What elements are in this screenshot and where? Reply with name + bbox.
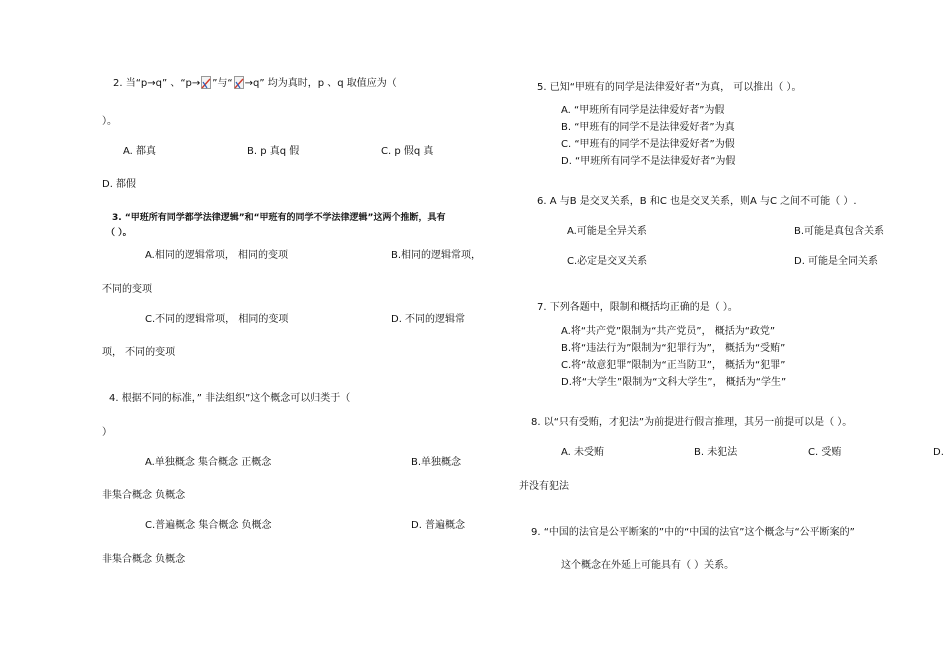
- q6-stem: 6. A 与B 是交叉关系，B 和C 也是交叉关系，则A 与C 之间不可能（ ）.: [537, 196, 857, 207]
- q6-option-a: A.可能是全异关系: [567, 226, 647, 237]
- q2-stem: [113, 76, 397, 90]
- q4-option-d-cont: 非集合概念 负概念: [102, 554, 186, 565]
- q3-option-c: C.不同的逻辑常项， 相同的变项: [145, 314, 289, 325]
- formula-image-icon: [234, 76, 244, 89]
- q4-option-b: B.单独概念: [411, 457, 462, 468]
- q3-stem-line2: （ ）。: [106, 228, 132, 238]
- q2-stem-part-c: →q” 均为真时，p 、q 取值应为（: [244, 78, 397, 89]
- q3-option-d: D. 不同的逻辑常: [391, 314, 466, 325]
- q2-option-b: B. p 真q 假: [247, 146, 300, 157]
- q3-option-b: B.相同的逻辑常项，: [391, 250, 482, 261]
- q3-option-b-cont: 不同的变项: [102, 284, 152, 295]
- q4-stem-line2: ）: [102, 427, 112, 438]
- q2-stem-part-b: ”与“: [212, 78, 233, 89]
- q9-stem-line1: 9. “中国的法官是公平断案的”中的“中国的法官”这个概念与“公平断案的”: [531, 527, 855, 538]
- q5-stem: 5. 已知“甲班有的同学是法律爱好者”为真， 可以推出（ ）。: [537, 82, 802, 93]
- q4-option-b-cont: 非集合概念 负概念: [102, 490, 186, 501]
- q2-option-c: C. p 假q 真: [381, 146, 434, 157]
- q8-option-a: A. 未受贿: [561, 447, 605, 458]
- q8-option-b: B. 未犯法: [694, 447, 738, 458]
- q8-stem: 8. 以“只有受贿，才犯法”为前提进行假言推理，其另一前提可以是（ ）。: [531, 417, 853, 428]
- q5-option-a: A. “甲班所有同学是法律爱好者”为假: [561, 105, 725, 116]
- q9-stem-line2: 这个概念在外延上可能具有（ ）关系。: [561, 560, 735, 571]
- q8-option-d-cont: 并没有犯法: [519, 481, 569, 492]
- q7-option-c: C.将“故意犯罪”限制为“正当防卫”， 概括为“犯罪”: [561, 360, 786, 371]
- q8-option-c: C. 受贿: [808, 447, 842, 458]
- q7-option-a: A.将“共产党”限制为“共产党员”， 概括为“政党”: [561, 326, 776, 337]
- q5-option-c: C. “甲班有的同学不是法律爱好者”为假: [561, 139, 735, 150]
- q7-stem: 7. 下列各题中，限制和概括均正确的是（ ）。: [537, 302, 738, 313]
- q2-stem-tail: ）。: [102, 116, 117, 127]
- formula-image-icon: [201, 76, 211, 89]
- q4-stem-line1: 4. 根据不同的标准，” 非法组织”这个概念可以归类于（: [109, 393, 351, 404]
- q8-option-d: D.: [933, 447, 944, 458]
- q6-option-d: D. 可能是全同关系: [794, 256, 879, 267]
- q7-option-b: B.将“违法行为”限制为“犯罪行为”， 概括为“受贿”: [561, 343, 786, 354]
- q4-option-d: D. 普遍概念: [411, 520, 466, 531]
- q2-option-d: D. 都假: [102, 179, 137, 190]
- q7-option-d: D.将“大学生”限制为“文科大学生”， 概括为“学生”: [561, 377, 787, 388]
- q3-option-d-cont: 项， 不同的变项: [102, 347, 176, 358]
- q3-stem-line1: 3. “甲班所有同学都学法律逻辑”和“甲班有的同学不学法律逻辑”这两个推断，具有: [112, 213, 446, 223]
- q3-option-a: A.相同的逻辑常项， 相同的变项: [145, 250, 289, 261]
- q5-option-b: B. “甲班有的同学不是法律爱好者”为真: [561, 122, 735, 133]
- q2-stem-part-a: 2. 当“p→q” 、“p→: [113, 78, 201, 89]
- q4-option-c: C.普遍概念 集合概念 负概念: [145, 520, 272, 531]
- q6-option-c: C.必定是交叉关系: [567, 256, 648, 267]
- q6-option-b: B.可能是真包含关系: [794, 226, 885, 237]
- q5-option-d: D. “甲班所有同学不是法律爱好者”为假: [561, 156, 736, 167]
- q2-option-a: A. 都真: [123, 146, 157, 157]
- q4-option-a: A.单独概念 集合概念 正概念: [145, 457, 272, 468]
